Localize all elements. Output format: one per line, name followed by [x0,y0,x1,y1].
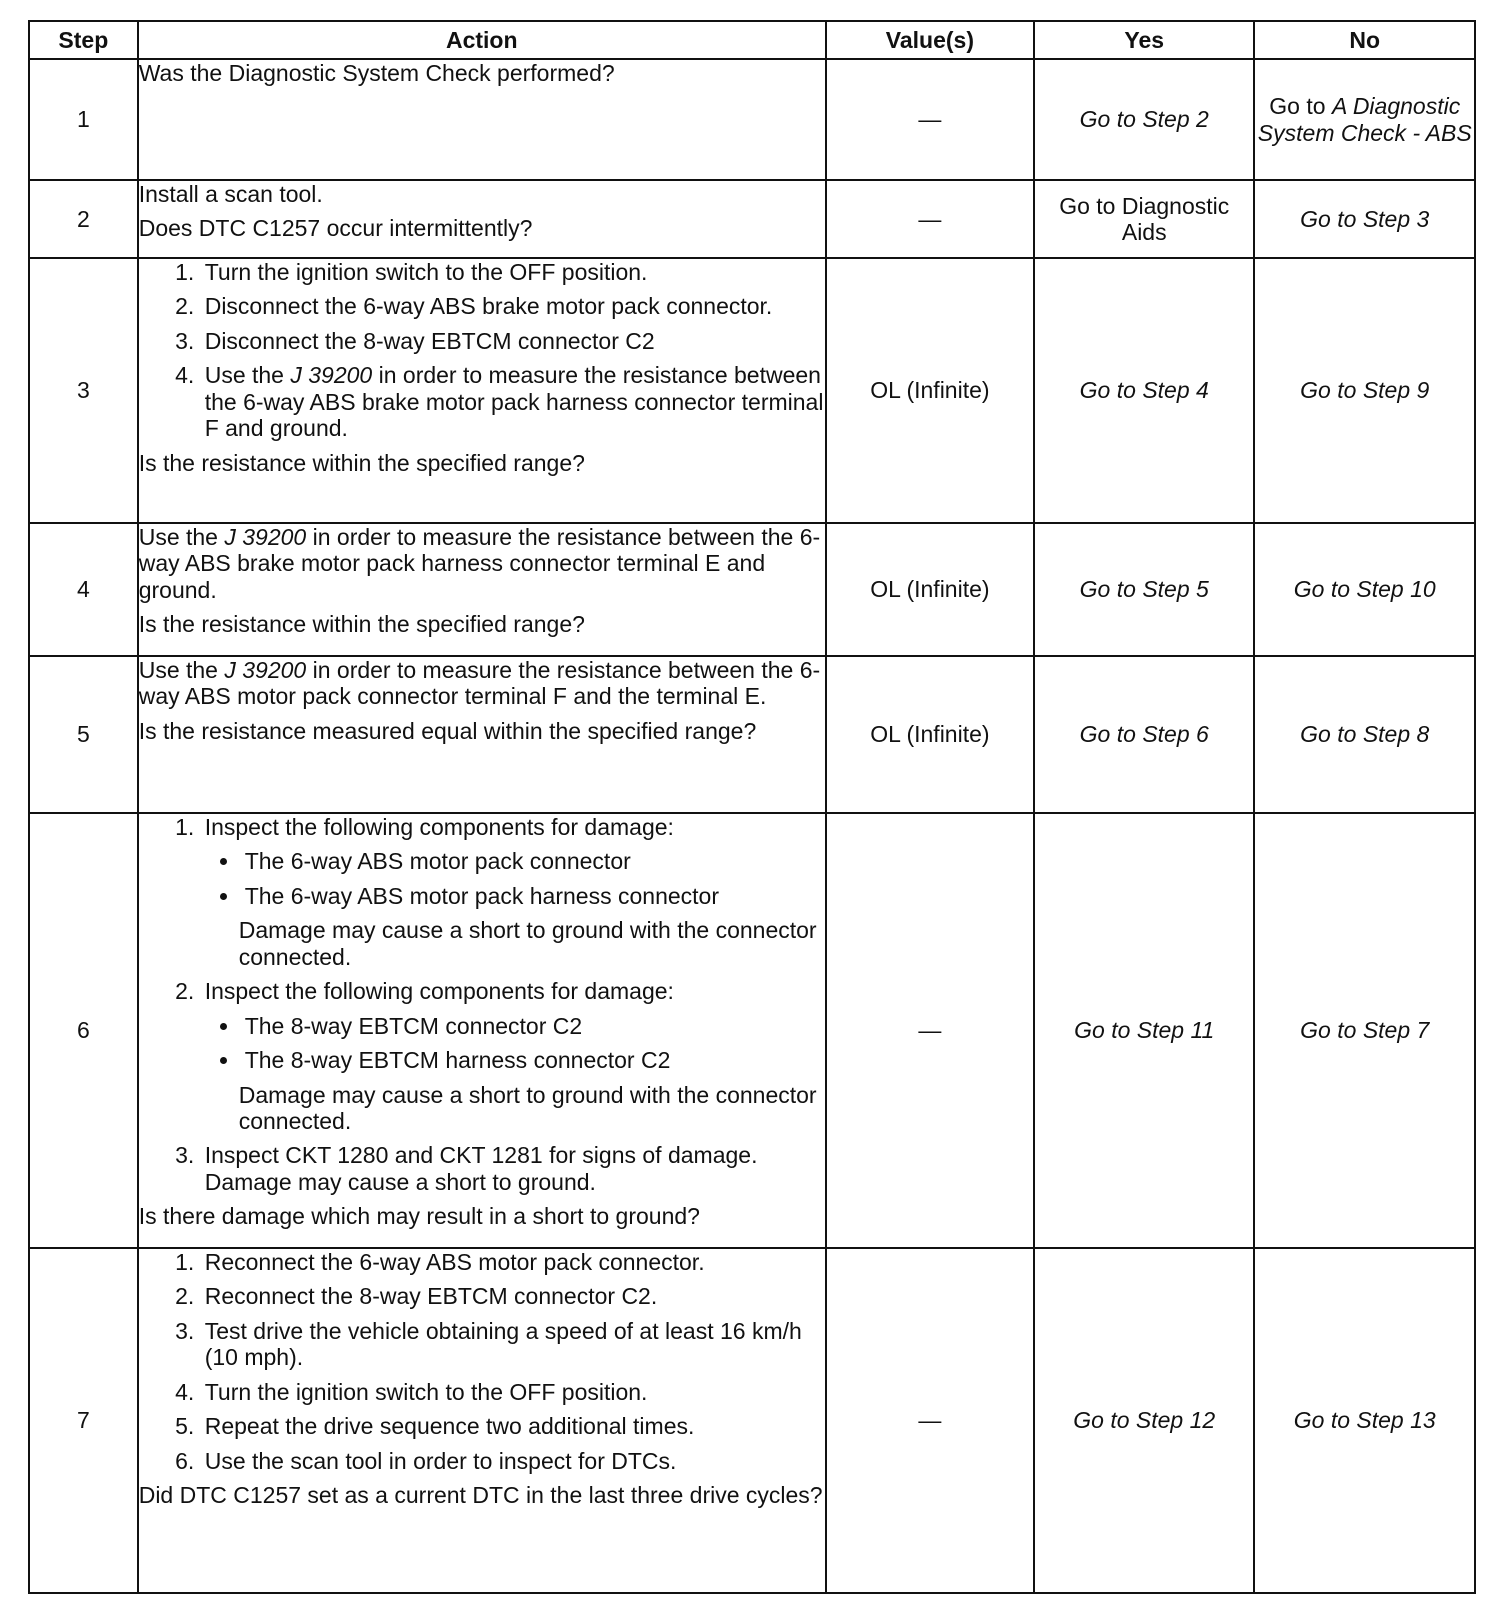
header-action: Action [138,21,826,59]
header-no: No [1254,21,1475,59]
question-text: Did DTC C1257 set as a current DTC in the last three drive cycles? [138,1482,823,1509]
question-text: Is there damage which may result in a short to ground? [138,1203,700,1230]
list-item: 5. Repeat the drive sequence two additional times. [201,1413,825,1439]
action-cell [138,656,826,813]
header-yes: Yes [1034,21,1254,59]
header-row [29,21,1475,59]
value-cell: — [826,1248,1034,1593]
procedure-list [139,814,825,1195]
question-text: Was the Diagnostic System Check performed? [138,60,615,86]
text-post: in order to measure the resistance between the 6-way ABS brake motor pack harness connector terminal E and ground. [138,524,821,603]
no-cell: Go to Step 8 [1254,656,1475,813]
question-text: Is the resistance within the specified range? [138,449,585,476]
yes-cell: Go to Step 4 [1034,258,1254,523]
step-number: 5 [29,656,138,813]
list-item [201,978,825,1134]
list-item: 2. Reconnect the 8-way EBTCM connector C2. [201,1283,825,1309]
table-row [29,180,1475,258]
bullet-item: • The 8-way EBTCM connector C2 [241,1013,825,1039]
yes-cell: Go to Step 2 [1034,59,1254,180]
list-item: 1. Reconnect the 6-way ABS motor pack connector. [201,1249,825,1275]
bullet-item: • The 6-way ABS motor pack connector [241,848,825,874]
table-row [29,59,1475,180]
tool-name: J 39200 [224,657,307,683]
value-cell: OL (Infinite) [826,656,1034,813]
list-item: 3. Inspect CKT 1280 and CKT 1281 for signs of damage. Damage may cause a short to ground. [201,1142,825,1195]
list-item: 1. Turn the ignition switch to the OFF position. [201,259,825,285]
damage-note: Damage may cause a short to ground with the connector connected. [238,1081,817,1134]
table-row [29,656,1475,813]
list-item: 3. Disconnect the 8-way EBTCM connector C2 [201,328,825,354]
action-text: Install a scan tool. [138,181,323,207]
action-cell [138,523,826,656]
value-cell: OL (Infinite) [826,523,1034,656]
text-pre: Use the [204,362,284,389]
list-item: 4. Turn the ignition switch to the OFF position. [201,1379,825,1405]
text-pre: Use the [138,524,218,550]
action-cell [138,813,826,1248]
value-cell: — [826,180,1034,258]
no-cell [1254,59,1475,180]
action-text [139,657,825,710]
no-cell: Go to Step 7 [1254,813,1475,1248]
text-pre: Use the [138,657,218,683]
question-text: Is the resistance within the specified range? [138,611,585,638]
yes-cell: Go to Diagnostic Aids [1034,180,1254,258]
yes-cell: Go to Step 11 [1034,813,1254,1248]
no-link: A Diagnostic System Check - ABS [1257,93,1472,146]
header-step: Step [29,21,138,59]
bullet-list [205,1013,825,1074]
action-cell [138,180,826,258]
question-text: Does DTC C1257 occur intermittently? [138,215,533,242]
tool-name: J 39200 [224,524,307,550]
list-item: 6. Use the scan tool in order to inspect for DTCs. [201,1448,825,1474]
bullet-item: • The 6-way ABS motor pack harness connector [241,883,825,909]
step-number: 4 [29,523,138,656]
text-post: in order to measure the resistance between the 6-way ABS motor pack connector terminal F and the terminal E. [138,657,821,710]
list-item: 3. Test drive the vehicle obtaining a speed of at least 16 km/h (10 mph). [201,1318,825,1371]
step-number: 2 [29,180,138,258]
list-item [201,362,825,441]
bullet-item: • The 8-way EBTCM harness connector C2 [241,1047,825,1073]
no-prefix: Go to [1269,93,1326,120]
step-number: 7 [29,1248,138,1593]
no-cell: Go to Step 9 [1254,258,1475,523]
action-cell [138,59,826,180]
action-cell [138,258,826,523]
header-values: Value(s) [826,21,1034,59]
step-number: 6 [29,813,138,1248]
table-row [29,813,1475,1248]
action-cell [138,1248,826,1593]
value-cell: — [826,59,1034,180]
no-cell: Go to Step 3 [1254,180,1475,258]
procedure-list [139,1249,825,1474]
item-text: Inspect the following components for damage: [204,814,674,840]
damage-note: Damage may cause a short to ground with the connector connected. [238,917,817,970]
no-cell: Go to Step 10 [1254,523,1475,656]
bullet-list [205,848,825,909]
value-cell: — [826,813,1034,1248]
table-row [29,258,1475,523]
list-item [201,814,825,970]
action-text [139,524,825,603]
procedure-list [139,259,825,442]
table-row [29,523,1475,656]
question-text: Is the resistance measured equal within the specified range? [138,717,757,744]
yes-cell: Go to Step 12 [1034,1248,1254,1593]
yes-cell: Go to Step 6 [1034,656,1254,813]
value-cell: OL (Infinite) [826,258,1034,523]
list-item: 2. Disconnect the 6-way ABS brake motor pack connector. [201,293,825,319]
step-number: 1 [29,59,138,180]
diagnostic-table [28,20,1476,1594]
text-post: in order to measure the resistance between the 6-way ABS brake motor pack harness connector terminal F and ground. [204,362,824,442]
step-number: 3 [29,258,138,523]
yes-cell: Go to Step 5 [1034,523,1254,656]
no-cell: Go to Step 13 [1254,1248,1475,1593]
item-text: Inspect the following components for damage: [204,978,674,1005]
table-row [29,1248,1475,1593]
tool-name: J 39200 [290,362,373,389]
